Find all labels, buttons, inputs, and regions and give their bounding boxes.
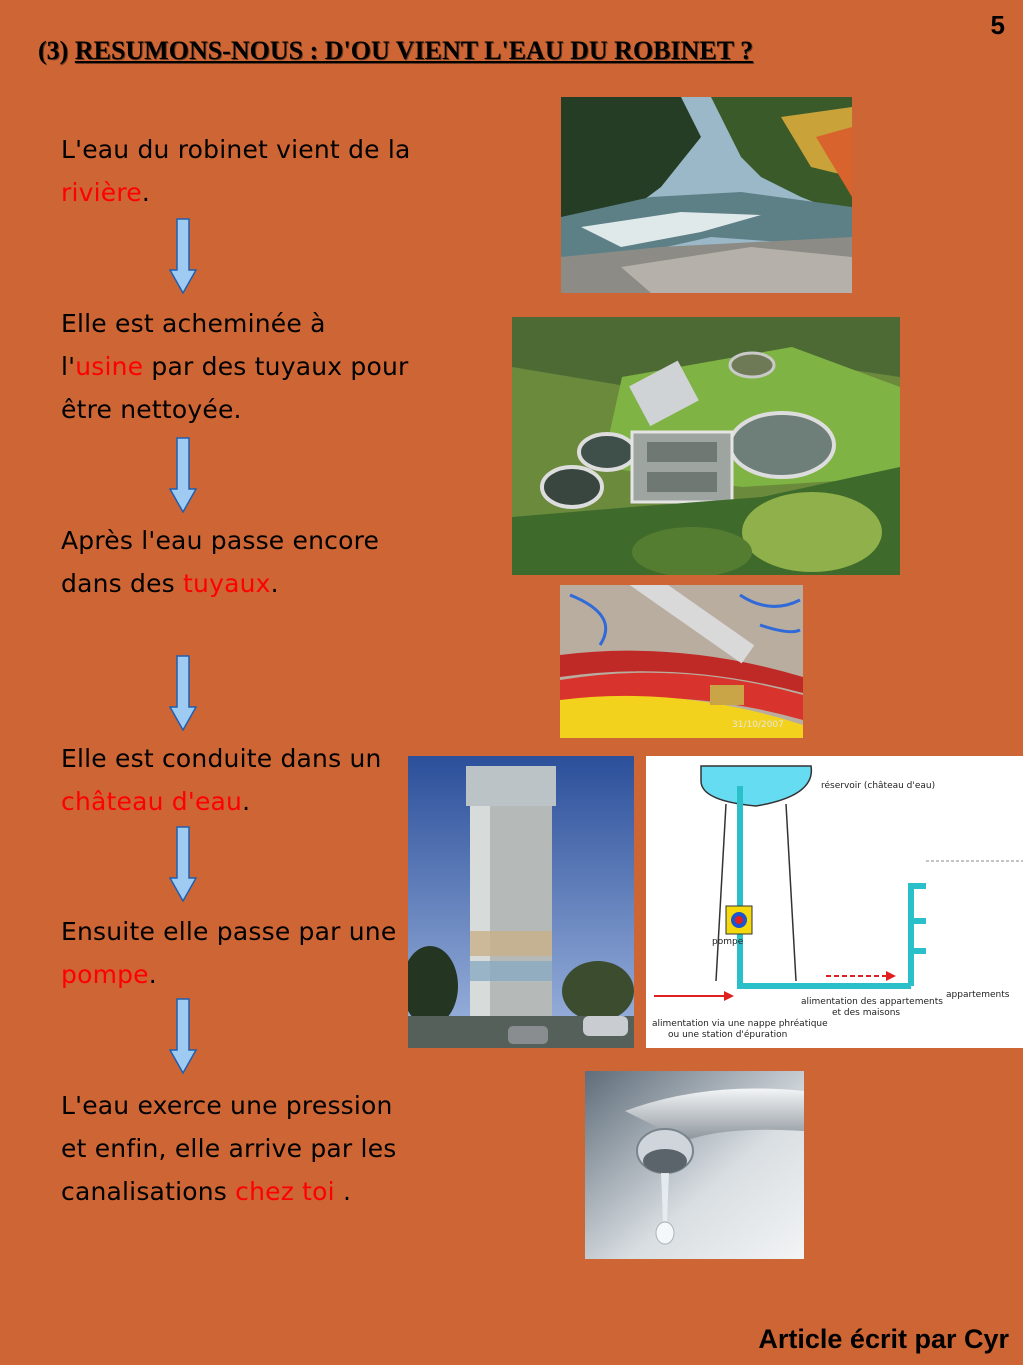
pipes-timestamp: 31/10/2007 xyxy=(732,720,784,730)
down-arrow-icon xyxy=(169,655,197,731)
diagram-source-line1: alimentation via une nappe phréatique xyxy=(652,1019,828,1029)
down-arrow-icon xyxy=(169,218,197,294)
down-arrow-icon xyxy=(169,437,197,513)
page-number: 5 xyxy=(990,10,1005,40)
pipes-photo xyxy=(560,585,803,738)
step-pipes: Après l'eau passe encore dans des tuyaux. xyxy=(61,526,380,598)
diagram-supply-line1: alimentation des appartements xyxy=(801,997,943,1007)
down-arrow-icon xyxy=(169,826,197,902)
diagram-pump-label: pompe xyxy=(712,937,744,947)
diagram-reservoir-label: réservoir (château d'eau) xyxy=(821,781,936,791)
step-home: L'eau exerce une pression et enfin, elle arrive par les canalisations chez toi . xyxy=(61,1091,397,1206)
highlight-home: chez toi xyxy=(235,1177,335,1206)
highlight-factory: usine xyxy=(75,352,144,381)
faucet-photo xyxy=(585,1071,804,1259)
highlight-pipes: tuyaux xyxy=(183,569,271,598)
title-text: RESUMONS-NOUS : D'OU VIENT L'EAU DU ROBINET ? xyxy=(74,36,754,65)
diagram-apartments-label: appartements xyxy=(946,990,1010,1000)
highlight-pump: pompe xyxy=(61,960,149,989)
page-title xyxy=(38,36,753,66)
step-water-tower: Elle est conduite dans un château d'eau. xyxy=(61,744,382,816)
river-photo xyxy=(561,97,852,293)
author-credit: Article écrit par Cyr xyxy=(758,1324,1009,1354)
step-pump: Ensuite elle passe par une pompe. xyxy=(61,917,397,989)
water-system-diagram xyxy=(646,756,1023,1048)
step-river: L'eau du robinet vient de la rivière. xyxy=(61,135,411,207)
diagram-source-line2: ou une station d'épuration xyxy=(668,1030,788,1040)
title-prefix: (3) xyxy=(38,36,69,65)
highlight-river: rivière xyxy=(61,178,142,207)
highlight-water-tower: château d'eau xyxy=(61,787,243,816)
step-factory: Elle est acheminée à l'usine par des tuyaux pour être nettoyée. xyxy=(61,309,409,424)
diagram-supply-line2: et des maisons xyxy=(832,1008,901,1018)
water-tower-photo xyxy=(408,756,634,1048)
down-arrow-icon xyxy=(169,998,197,1074)
treatment-plant-photo xyxy=(512,317,900,575)
